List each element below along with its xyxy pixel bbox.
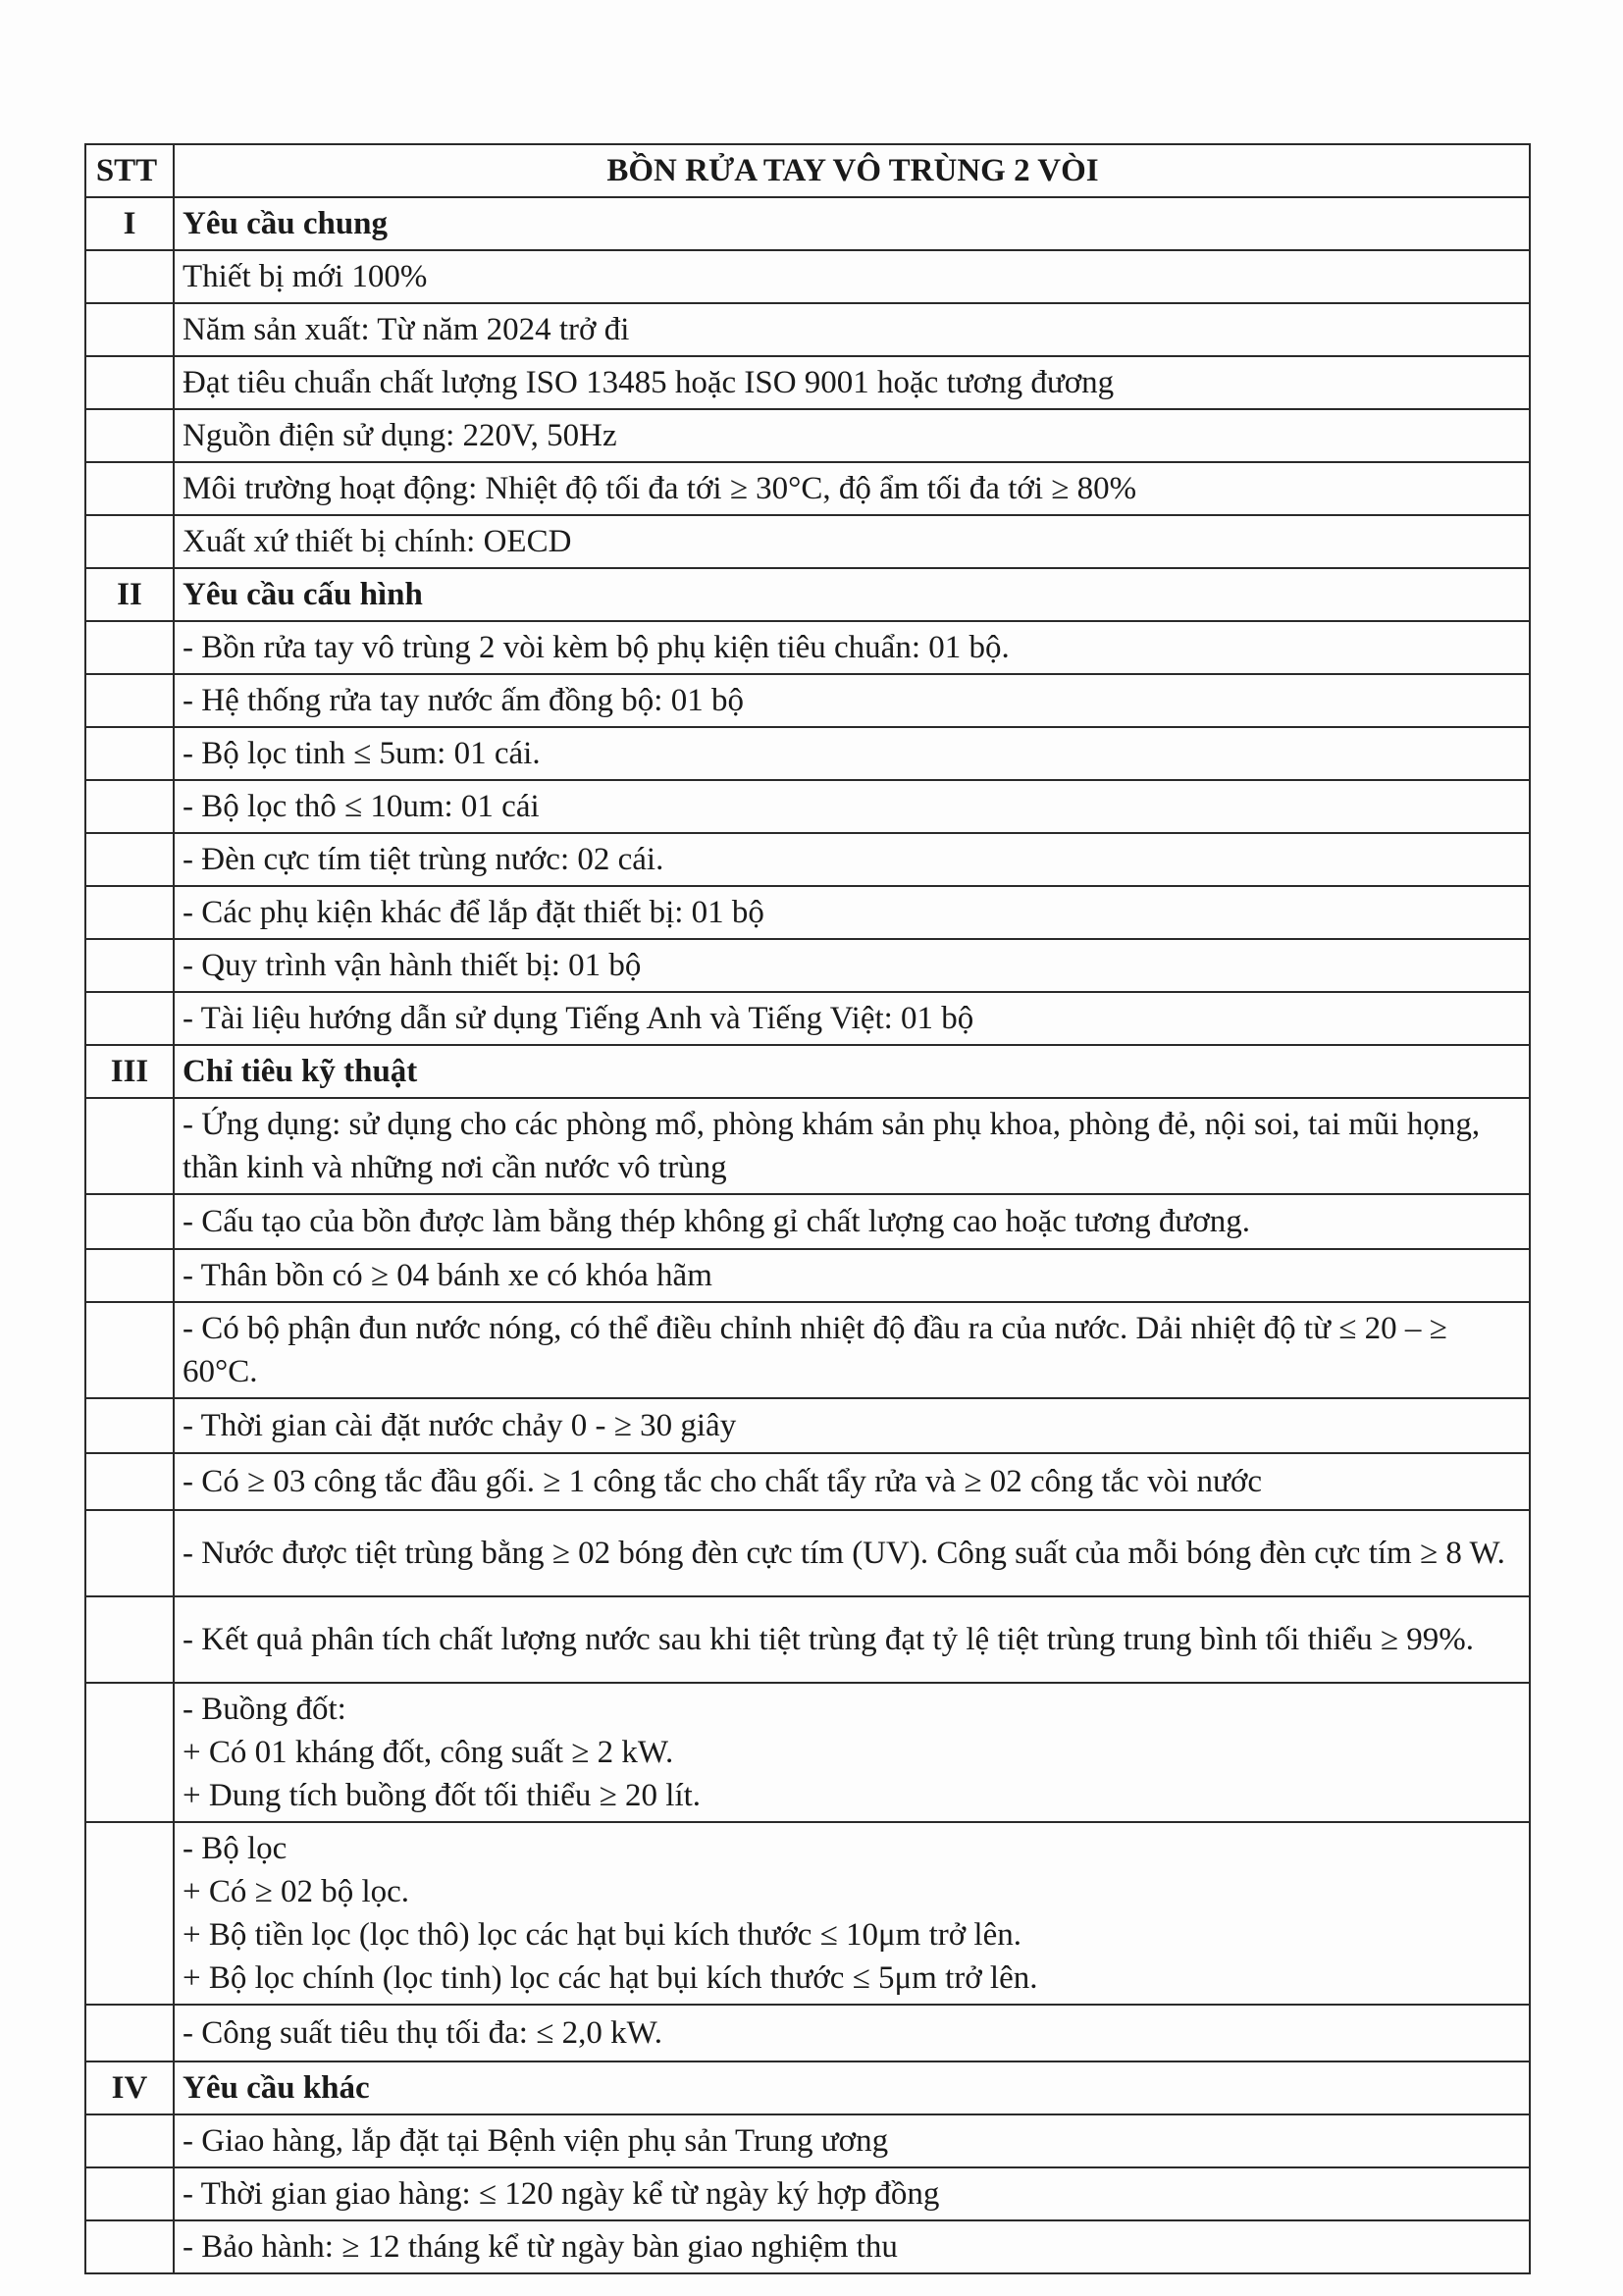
table-row	[85, 1453, 1530, 1510]
table-row	[85, 2005, 1530, 2061]
section-title: Yêu cầu khác	[174, 2061, 1530, 2114]
requirement-text: - Các phụ kiện khác để lắp đặt thiết bị: 01 bộ	[183, 895, 764, 930]
requirement-text: - Có bộ phận đun nước nóng, có thể điều chỉnh nhiệt độ đầu ra của nước. Dải nhiệt độ từ ≤ 20 – ≥ 60°C.	[183, 1311, 1447, 1389]
requirement-text: - Bồn rửa tay vô trùng 2 vòi kèm bộ phụ kiện tiêu chuẩn: 01 bộ.	[183, 630, 1010, 665]
table-row	[85, 303, 1530, 356]
stt-cell	[85, 2220, 174, 2273]
requirement-text: - Thời gian giao hàng: ≤ 120 ngày kể từ ngày ký hợp đồng	[183, 2176, 940, 2212]
requirement-cell	[174, 1302, 1530, 1398]
stt-cell	[85, 1683, 174, 1822]
requirement-cell	[174, 1398, 1530, 1453]
requirement-text: Đạt tiêu chuẩn chất lượng ISO 13485 hoặc ISO 9001 hoặc tương đương	[183, 365, 1115, 400]
requirement-cell	[174, 515, 1530, 568]
section-row	[85, 1045, 1530, 1098]
section-number: I	[85, 197, 174, 250]
stt-cell	[85, 462, 174, 515]
requirement-text: - Tài liệu hướng dẫn sử dụng Tiếng Anh và Tiếng Việt: 01 bộ	[183, 1001, 974, 1036]
requirement-text: - Cấu tạo của bồn được làm bằng thép không gỉ chất lượng cao hoặc tương đương.	[183, 1204, 1251, 1239]
table-row	[85, 727, 1530, 780]
stt-header: STT	[85, 144, 174, 197]
requirement-text: + Dung tích buồng đốt tối thiểu ≥ 20 lít.	[183, 1778, 702, 1813]
table-row	[85, 1398, 1530, 1453]
table-row	[85, 674, 1530, 727]
requirement-cell	[174, 992, 1530, 1045]
stt-cell	[85, 2114, 174, 2167]
section-title: Yêu cầu cấu hình	[174, 568, 1530, 621]
requirement-cell	[174, 1510, 1530, 1596]
section-title: Yêu cầu chung	[174, 197, 1530, 250]
section-row	[85, 2061, 1530, 2114]
requirement-text: - Nước được tiệt trùng bằng ≥ 02 bóng đèn cực tím (UV). Công suất của mỗi bóng đèn cực tím ≥ 8 W.	[183, 1536, 1505, 1571]
requirement-cell	[174, 1453, 1530, 1510]
requirement-cell	[174, 727, 1530, 780]
table-row	[85, 409, 1530, 462]
stt-cell	[85, 1398, 174, 1453]
table-row	[85, 939, 1530, 992]
requirement-cell	[174, 621, 1530, 674]
requirement-cell	[174, 1194, 1530, 1249]
requirement-text: - Có ≥ 03 công tắc đầu gối. ≥ 1 công tắc cho chất tẩy rửa và ≥ 02 công tắc vòi nước	[183, 1464, 1262, 1499]
requirement-cell	[174, 1098, 1530, 1194]
requirement-text: - Bộ lọc thô ≤ 10um: 01 cái	[183, 789, 540, 824]
stt-cell	[85, 409, 174, 462]
spec-table	[84, 143, 1531, 2274]
section-number: III	[85, 1045, 174, 1098]
table-title: BỒN RỬA TAY VÔ TRÙNG 2 VÒI	[174, 144, 1530, 197]
requirement-text: - Thời gian cài đặt nước chảy 0 - ≥ 30 giây	[183, 1408, 737, 1443]
requirement-cell	[174, 2167, 1530, 2220]
table-row	[85, 2114, 1530, 2167]
requirement-text: Nguồn điện sử dụng: 220V, 50Hz	[183, 418, 617, 453]
table-row	[85, 1249, 1530, 1302]
stt-cell	[85, 992, 174, 1045]
stt-cell	[85, 2005, 174, 2061]
requirement-cell	[174, 674, 1530, 727]
stt-cell	[85, 1596, 174, 1683]
requirement-cell	[174, 2114, 1530, 2167]
requirement-text: - Buồng đốt:	[183, 1692, 346, 1727]
requirement-text: - Kết quả phân tích chất lượng nước sau khi tiệt trùng đạt tỷ lệ tiệt trùng trung bình tối thiểu ≥ 99%.	[183, 1622, 1474, 1657]
requirement-text: - Ứng dụng: sử dụng cho các phòng mổ, phòng khám sản phụ khoa, phòng đẻ, nội soi, tai mũi họng, thần kinh và những nơi cần nước vô trùng	[183, 1107, 1481, 1185]
table-row	[85, 833, 1530, 886]
requirement-cell	[174, 356, 1530, 409]
requirement-cell	[174, 939, 1530, 992]
table-row	[85, 1683, 1530, 1822]
requirement-text: - Hệ thống rửa tay nước ấm đồng bộ: 01 bộ	[183, 683, 744, 718]
requirement-cell	[174, 833, 1530, 886]
requirement-cell	[174, 1249, 1530, 1302]
stt-cell	[85, 621, 174, 674]
stt-cell	[85, 303, 174, 356]
requirement-text: - Công suất tiêu thụ tối đa: ≤ 2,0 kW.	[183, 2015, 662, 2051]
stt-cell	[85, 515, 174, 568]
requirement-cell	[174, 886, 1530, 939]
requirement-cell	[174, 303, 1530, 356]
spec-table-body	[85, 197, 1530, 2273]
requirement-text: + Có 01 kháng đốt, công suất ≥ 2 kW.	[183, 1735, 674, 1770]
table-row	[85, 2167, 1530, 2220]
table-row	[85, 1194, 1530, 1249]
table-row	[85, 1822, 1530, 2005]
requirement-cell	[174, 462, 1530, 515]
requirement-cell	[174, 780, 1530, 833]
stt-cell	[85, 833, 174, 886]
stt-cell	[85, 250, 174, 303]
requirement-text: - Bộ lọc	[183, 1831, 288, 1866]
stt-cell	[85, 674, 174, 727]
requirement-text: Thiết bị mới 100%	[183, 259, 428, 294]
requirement-text: Năm sản xuất: Từ năm 2024 trở đi	[183, 312, 630, 347]
section-number: IV	[85, 2061, 174, 2114]
stt-cell	[85, 1194, 174, 1249]
stt-cell	[85, 1098, 174, 1194]
requirement-text: Môi trường hoạt động: Nhiệt độ tối đa tới ≥ 30°C, độ ẩm tối đa tới ≥ 80%	[183, 471, 1137, 506]
requirement-cell	[174, 409, 1530, 462]
requirement-text: + Bộ lọc chính (lọc tinh) lọc các hạt bụi kích thước ≤ 5μm trở lên.	[183, 1960, 1038, 1996]
requirement-text: + Bộ tiền lọc (lọc thô) lọc các hạt bụi kích thước ≤ 10μm trở lên.	[183, 1917, 1021, 1953]
stt-cell	[85, 886, 174, 939]
table-row	[85, 780, 1530, 833]
stt-cell	[85, 939, 174, 992]
requirement-text: - Bảo hành: ≥ 12 tháng kể từ ngày bàn giao nghiệm thu	[183, 2229, 898, 2265]
requirement-text: + Có ≥ 02 bộ lọc.	[183, 1874, 410, 1909]
stt-cell	[85, 1453, 174, 1510]
stt-cell	[85, 727, 174, 780]
table-row	[85, 1596, 1530, 1683]
stt-cell	[85, 1822, 174, 2005]
section-row	[85, 568, 1530, 621]
table-header-row	[85, 144, 1530, 197]
requirement-text: Xuất xứ thiết bị chính: OECD	[183, 524, 572, 559]
table-row	[85, 1302, 1530, 1398]
table-row	[85, 1098, 1530, 1194]
stt-cell	[85, 780, 174, 833]
table-row	[85, 462, 1530, 515]
table-row	[85, 992, 1530, 1045]
table-row	[85, 250, 1530, 303]
section-title: Chỉ tiêu kỹ thuật	[174, 1045, 1530, 1098]
stt-cell	[85, 1249, 174, 1302]
requirement-cell	[174, 2220, 1530, 2273]
table-row	[85, 886, 1530, 939]
table-row	[85, 621, 1530, 674]
requirement-cell	[174, 1822, 1530, 2005]
requirement-text: - Đèn cực tím tiệt trùng nước: 02 cái.	[183, 842, 664, 877]
requirement-cell	[174, 1596, 1530, 1683]
requirement-cell	[174, 2005, 1530, 2061]
stt-cell	[85, 2167, 174, 2220]
requirement-cell	[174, 1683, 1530, 1822]
stt-cell	[85, 356, 174, 409]
requirement-cell	[174, 250, 1530, 303]
table-row	[85, 356, 1530, 409]
table-row	[85, 1510, 1530, 1596]
requirement-text: - Thân bồn có ≥ 04 bánh xe có khóa hãm	[183, 1258, 712, 1293]
requirement-text: - Bộ lọc tinh ≤ 5um: 01 cái.	[183, 736, 541, 771]
table-row	[85, 515, 1530, 568]
section-row	[85, 197, 1530, 250]
stt-cell	[85, 1302, 174, 1398]
section-number: II	[85, 568, 174, 621]
stt-cell	[85, 1510, 174, 1596]
table-row	[85, 2220, 1530, 2273]
requirement-text: - Quy trình vận hành thiết bị: 01 bộ	[183, 948, 642, 983]
requirement-text: - Giao hàng, lắp đặt tại Bệnh viện phụ sản Trung ương	[183, 2123, 889, 2159]
